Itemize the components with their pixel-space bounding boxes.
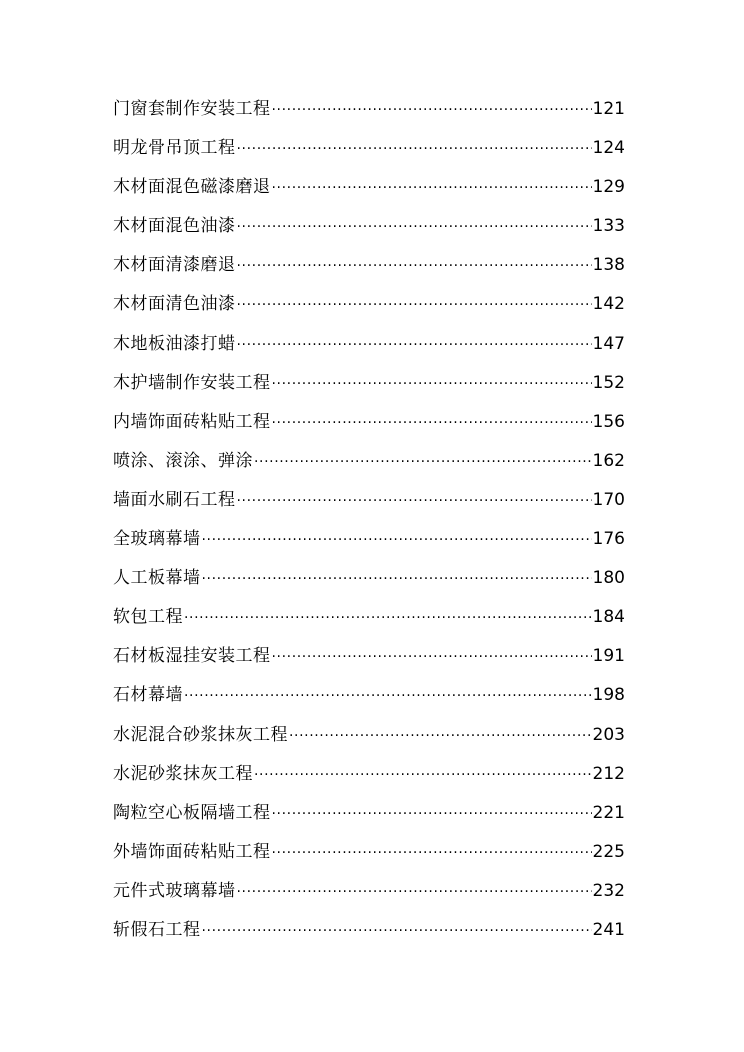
toc-entry-page: 147 <box>592 333 625 354</box>
toc-entry-page: 198 <box>592 685 625 706</box>
dot-leader <box>237 251 592 281</box>
toc-entry[interactable] <box>113 915 625 954</box>
toc-entry-page: 180 <box>592 568 625 589</box>
toc-entry-title: 陶粒空心板隔墙工程 <box>113 802 271 823</box>
toc-entry[interactable] <box>113 837 625 876</box>
toc-entry[interactable] <box>113 602 625 641</box>
toc-entry-title: 木材面混色油漆 <box>113 216 236 237</box>
dot-leader <box>272 799 592 829</box>
toc-entry[interactable] <box>113 876 625 915</box>
toc-entry[interactable] <box>113 407 625 446</box>
toc-entry-title: 外墙饰面砖粘贴工程 <box>113 841 271 862</box>
toc-entry[interactable] <box>113 211 625 250</box>
toc-entry-page: 221 <box>592 802 625 823</box>
dot-leader <box>272 838 592 868</box>
toc-entry[interactable] <box>113 524 625 563</box>
dot-leader <box>237 330 592 360</box>
toc-entry[interactable] <box>113 289 625 328</box>
toc-entry[interactable] <box>113 446 625 485</box>
toc-entry-page: 129 <box>592 177 625 198</box>
toc-entry[interactable] <box>113 759 625 798</box>
toc-entry-page: 142 <box>592 294 625 315</box>
toc-entry-title: 斩假石工程 <box>113 919 201 940</box>
dot-leader <box>272 173 592 203</box>
toc-entry[interactable] <box>113 641 625 680</box>
dot-leader <box>202 525 592 555</box>
toc-entry[interactable] <box>113 250 625 289</box>
toc-entry-page: 212 <box>592 763 625 784</box>
toc-entry-title: 木材面清色油漆 <box>113 294 236 315</box>
dot-leader <box>237 486 592 516</box>
toc-entry[interactable] <box>113 133 625 172</box>
toc-entry-page: 176 <box>592 529 625 550</box>
dot-leader <box>237 134 592 164</box>
toc-entry-title: 软包工程 <box>113 607 183 628</box>
toc-entry-page: 162 <box>592 450 625 471</box>
toc-entry[interactable] <box>113 172 625 211</box>
toc-entry-page: 133 <box>592 216 625 237</box>
toc-entry-title: 木地板油漆打蜡 <box>113 333 236 354</box>
toc-entry-title: 全玻璃幕墙 <box>113 529 201 550</box>
dot-leader <box>272 95 592 125</box>
toc-entry-title: 水泥混合砂浆抹灰工程 <box>113 724 288 745</box>
toc-entry-page: 241 <box>592 919 625 940</box>
toc-entry-page: 124 <box>592 138 625 159</box>
toc-entry-title: 墙面水刷石工程 <box>113 489 236 510</box>
toc-entry-page: 121 <box>592 99 625 119</box>
toc-entry-title: 喷涂、滚涂、弹涂 <box>113 450 253 471</box>
dot-leader <box>184 603 592 633</box>
toc-entry-page: 184 <box>592 607 625 628</box>
toc-entry[interactable] <box>113 368 625 407</box>
dot-leader <box>202 916 592 946</box>
toc-entry-page: 203 <box>592 724 625 745</box>
table-of-contents <box>113 94 625 954</box>
dot-leader <box>237 877 592 907</box>
toc-entry[interactable] <box>113 563 625 602</box>
toc-entry-page: 152 <box>592 372 625 393</box>
dot-leader <box>254 760 592 790</box>
dot-leader <box>237 290 592 320</box>
toc-entry-title: 水泥砂浆抹灰工程 <box>113 763 253 784</box>
toc-entry-title: 门窗套制作安装工程 <box>113 99 271 119</box>
toc-entry-title: 石材幕墙 <box>113 685 183 706</box>
dot-leader <box>289 721 592 751</box>
toc-entry[interactable] <box>113 680 625 719</box>
toc-entry-title: 内墙饰面砖粘贴工程 <box>113 411 271 432</box>
toc-entry[interactable] <box>113 720 625 759</box>
toc-entry-page: 156 <box>592 411 625 432</box>
dot-leader <box>272 642 592 672</box>
toc-entry-title: 木护墙制作安装工程 <box>113 372 271 393</box>
toc-entry-title: 木材面混色磁漆磨退 <box>113 177 271 198</box>
dot-leader <box>272 369 592 399</box>
dot-leader <box>184 681 592 711</box>
dot-leader <box>202 564 592 594</box>
dot-leader <box>272 408 592 438</box>
toc-entry[interactable] <box>113 485 625 524</box>
toc-entry-title: 木材面清漆磨退 <box>113 255 236 276</box>
toc-entry-page: 138 <box>592 255 625 276</box>
toc-entry-page: 170 <box>592 489 625 510</box>
toc-entry-page: 225 <box>592 841 625 862</box>
dot-leader <box>237 212 592 242</box>
toc-entry-title: 石材板湿挂安装工程 <box>113 646 271 667</box>
toc-entry[interactable] <box>113 329 625 368</box>
toc-entry[interactable] <box>113 798 625 837</box>
toc-entry-page: 232 <box>592 880 625 901</box>
toc-entry[interactable] <box>113 94 625 133</box>
toc-entry-title: 元件式玻璃幕墙 <box>113 880 236 901</box>
toc-entry-title: 人工板幕墙 <box>113 568 201 589</box>
toc-entry-title: 明龙骨吊顶工程 <box>113 138 236 159</box>
dot-leader <box>254 447 592 477</box>
toc-entry-page: 191 <box>592 646 625 667</box>
